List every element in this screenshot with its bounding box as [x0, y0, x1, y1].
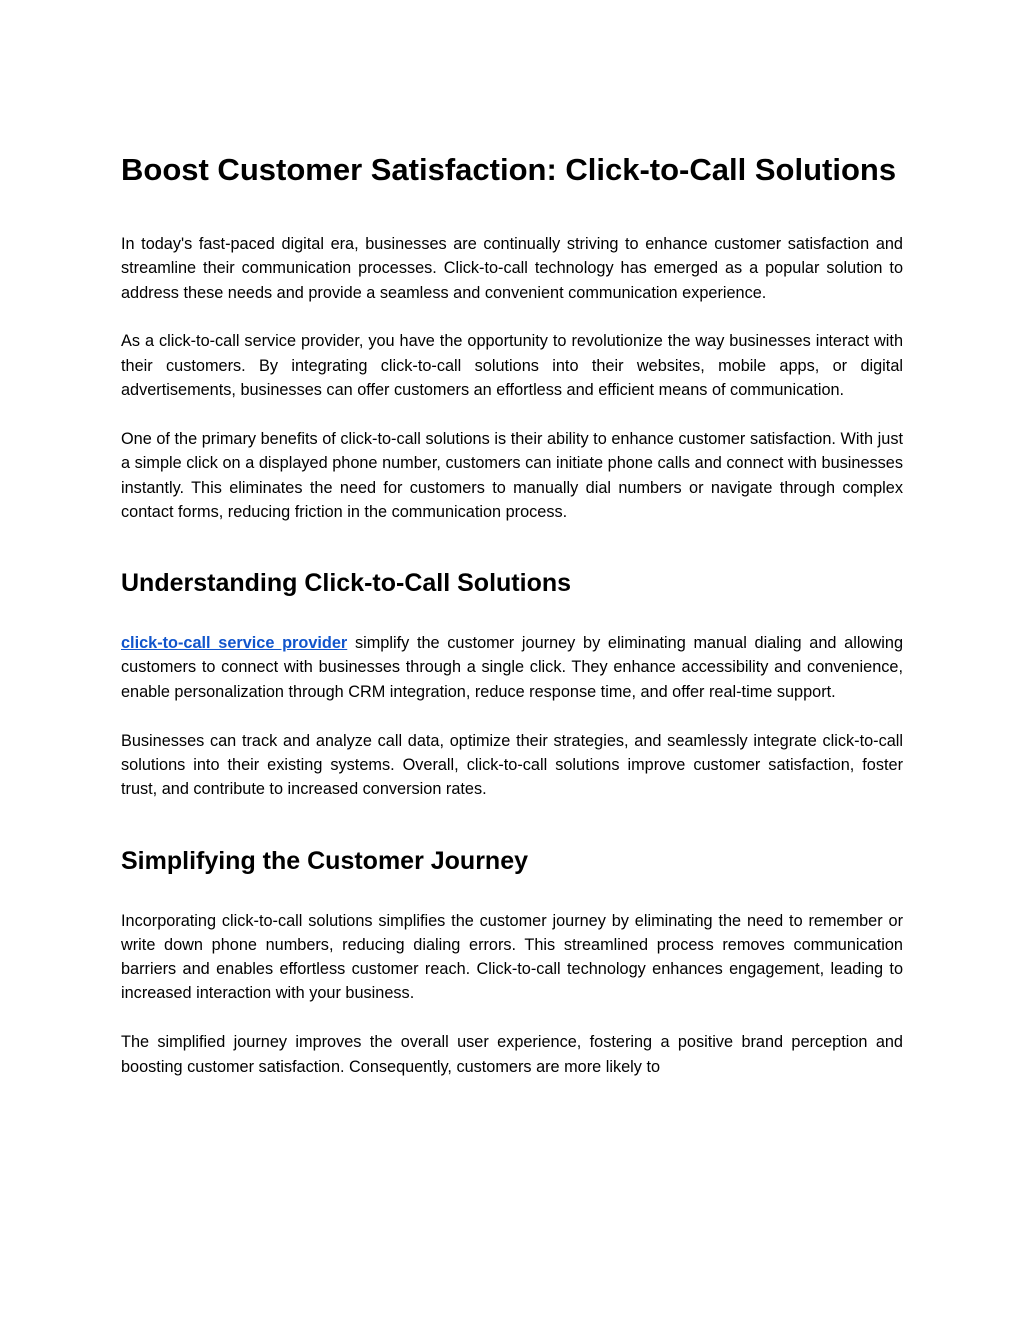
intro-paragraph-3: One of the primary benefits of click-to-call solutions is their ability to enhance customer satisfaction. With just a simple click on a displayed phone number, customers can initiate phone calls and connect with businesses instantly. This eliminates the need for customers to manually dial numbers or navigate through complex contact forms, reducing friction in the communication process. — [121, 429, 903, 521]
section1-paragraph-2: Businesses can track and analyze call data, optimize their strategies, and seamlessly integrate click-to-call solutions into their existing systems. Overall, click-to-call solutions improve customer satisfaction, foster trust, and contribute to increased conversion rates. — [121, 731, 903, 799]
intro-paragraph-1: In today's fast-paced digital era, businesses are continually striving to enhance customer satisfaction and streamline their communication processes. Click-to-call technology has emerged as a popular solution to address these needs and provide a seamless and convenient communication experience. — [121, 235, 903, 302]
page-title: Boost Customer Satisfaction: Click-to-Call Solutions — [121, 152, 897, 187]
section2-paragraph-1: Incorporating click-to-call solutions simplifies the customer journey by eliminating the need to remember or write down phone numbers, reducing dialing errors. This streamlined process removes communication barriers and enables effortless customer reach. Click-to-call technology enhances engagement, leading to increased interaction with your business. — [121, 911, 903, 1003]
document-page — [121, 148, 903, 1104]
section1-paragraph-1-text: simplify the customer journey by eliminating manual dialing and allowing customers to connect with businesses through a single click. They enhance accessibility and convenience, enable personalization through CRM integration, reduce response time, and offer real-time support. — [121, 634, 904, 701]
intro-paragraph-2: As a click-to-call service provider, you have the opportunity to revolutionize the way businesses interact with their customers. By integrating click-to-call solutions into their websites, mobile apps, or digital advertisements, businesses can offer customers an effortless and efficient means of communication. — [121, 332, 903, 400]
service-provider-link[interactable]: click-to-call service provider — [121, 634, 348, 653]
section2-paragraph-2: The simplified journey improves the overall user experience, fostering a positive brand perception and boosting customer satisfaction. Consequently, customers are more likely to — [121, 1033, 903, 1076]
section-heading-simplifying: Simplifying the Customer Journey — [121, 846, 529, 875]
section1-paragraph-1 — [121, 631, 903, 704]
section-heading-understanding: Understanding Click-to-Call Solutions — [121, 569, 572, 598]
